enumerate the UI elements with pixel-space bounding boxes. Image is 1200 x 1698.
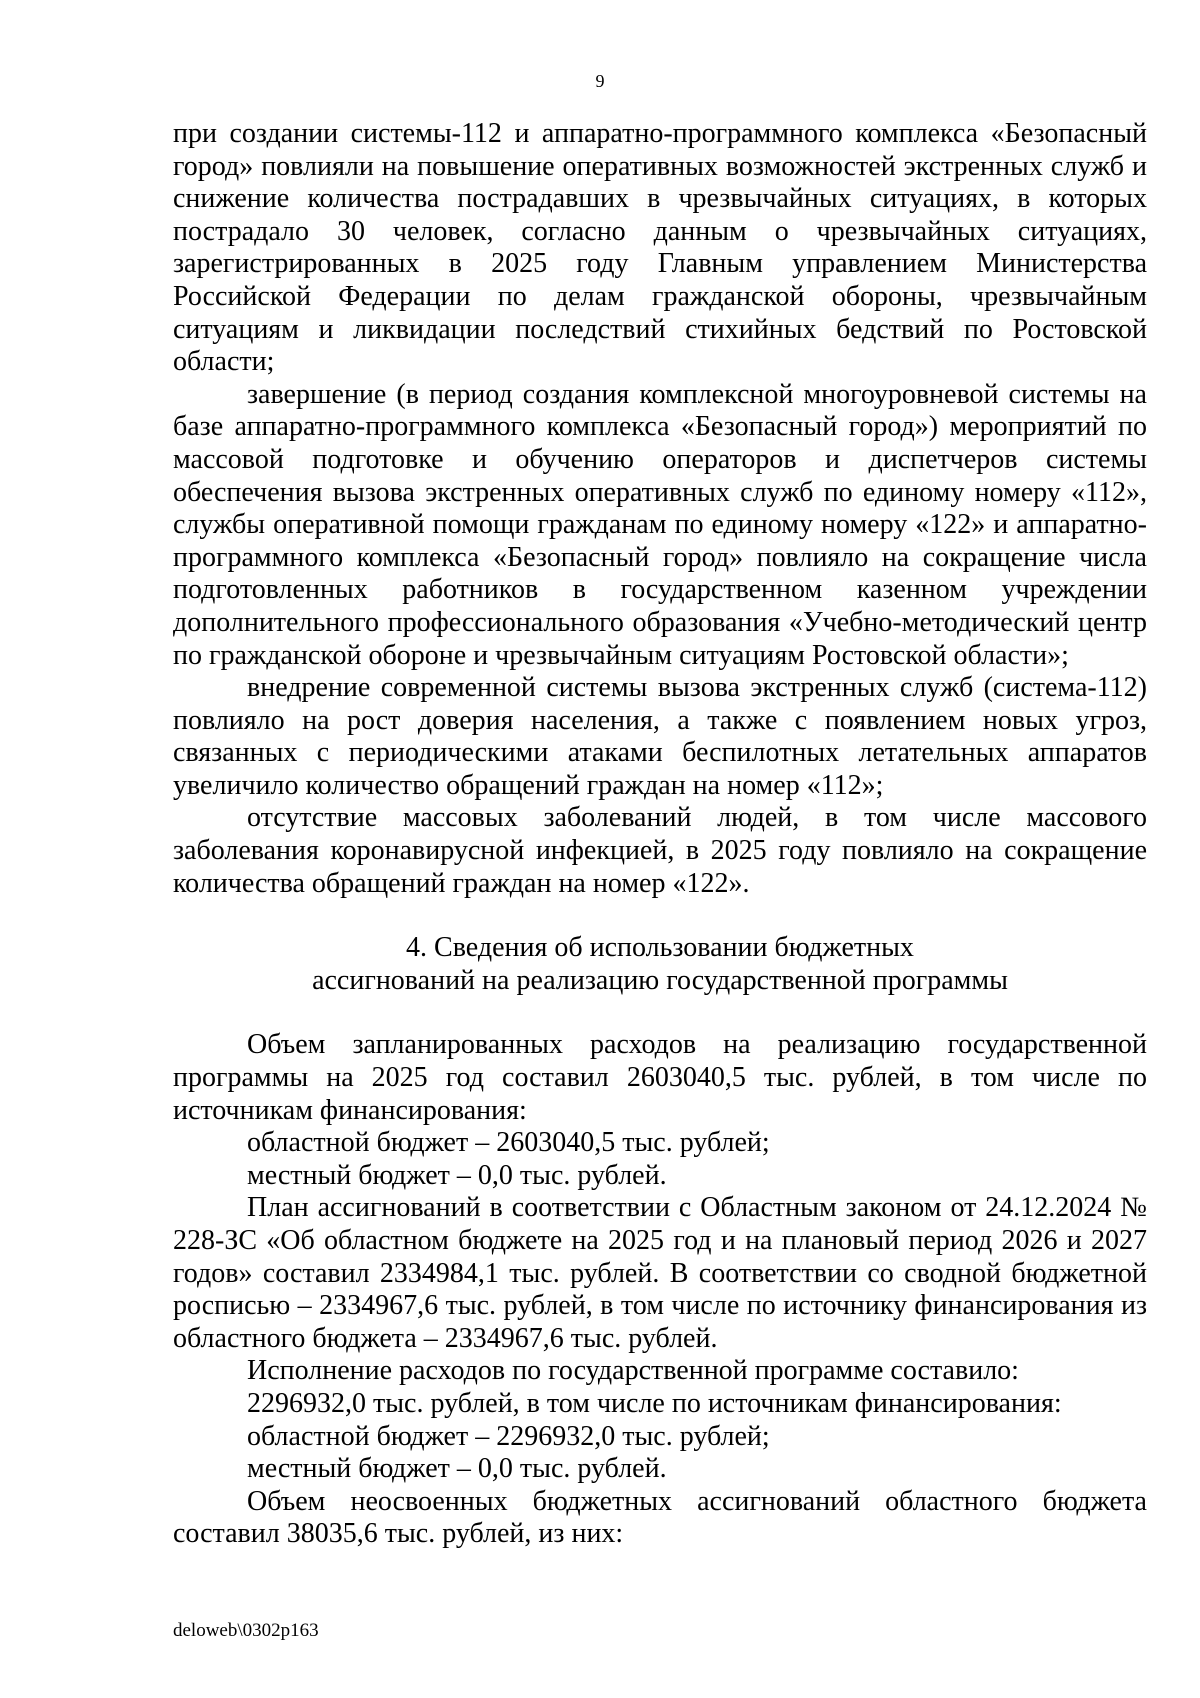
paragraph-2: завершение (в период создания комплексной многоуровневой системы на базе аппаратно-программного комплекса «Безопасный город») мероприятий по массовой подготовке и обучению операторов и диспетчеров системы обеспечения вызова экстренных оперативных служб по единому номеру «112», службы оперативной помощи гражданам по единому номеру «122» и аппаратно-программного комплекса «Безопасный город» повлияло на сокращение числа подготовленных работников в государственном казенном учреждении дополнительного профессионального образования «Учебно-методический центр по гражданской обороне и чрезвычайным ситуациям Ростовской области»; — [173, 378, 1147, 671]
section-paragraph-2: областной бюджет – 2603040,5 тыс. рублей; — [247, 1127, 770, 1159]
section-paragraph-4: План ассигнований в соответствии с Областным законом от 24.12.2024 № 228-ЗС «Об областном бюджете на 2025 год и на плановый период 2026 и 2027 годов» составил 2334984,1 тыс. рублей. В соответствии со сводной бюджетной росписью – 2334967,6 тыс. рублей, в том числе по источнику финансирования из областного бюджета – 2334967,6 тыс. рублей. — [173, 1192, 1147, 1354]
section-paragraph-8: местный бюджет – 0,0 тыс. рублей. — [247, 1453, 667, 1485]
section-heading — [173, 932, 1147, 997]
paragraph-1: при создании системы-112 и аппаратно-программного комплекса «Безопасный город» повлияли на повышение оперативных возможностей экстренных служб и снижение количества пострадавших в чрезвычайных ситуациях, в которых пострадало 30 человек, согласно данным о чрезвычайных ситуациях, зарегистрированных в 2025 году Главным управлением Министерства Российской Федерации по делам гражданской обороны, чрезвычайным ситуациям и ликвидации последствий стихийных бедствий по Ростовской области; — [173, 118, 1147, 378]
section-paragraph-5: Исполнение расходов по государственной программе составило: — [247, 1355, 1019, 1387]
section-paragraph-7: областной бюджет – 2296932,0 тыс. рублей; — [247, 1420, 770, 1452]
paragraph-3: внедрение современной системы вызова экстренных служб (система-112) повлияло на рост доверия населения, а также с появлением новых угроз, связанных с периодическими атаками беспилотных летательных аппаратов увеличило количество обращений граждан на номер «112»; — [173, 672, 1147, 801]
section-paragraph-1: Объем запланированных расходов на реализацию государственной программы на 2025 год составил 2603040,5 тыс. рублей, в том числе по источникам финансирования: — [173, 1029, 1147, 1126]
footer-document-id: deloweb\0302p163 — [173, 1620, 319, 1641]
document-body — [173, 118, 1147, 1551]
page-number: 9 — [595, 71, 605, 91]
section-heading-line-2: ассигнований на реализацию государственной программы — [312, 964, 1008, 996]
section-paragraph-6: 2296932,0 тыс. рублей, в том числе по источникам финансирования: — [247, 1387, 1062, 1419]
paragraph-4: отсутствие массовых заболеваний людей, в том числе массового заболевания коронавирусной инфекцией, в 2025 году повлияло на сокращение количества обращений граждан на номер «122». — [173, 802, 1147, 899]
section-paragraph-3: местный бюджет – 0,0 тыс. рублей. — [247, 1159, 667, 1191]
section-paragraph-9: Объем неосвоенных бюджетных ассигнований областного бюджета составил 38035,6 тыс. рублей, из них: — [173, 1485, 1147, 1550]
section-heading-line-1: 4. Сведения об использовании бюджетных — [406, 932, 914, 964]
